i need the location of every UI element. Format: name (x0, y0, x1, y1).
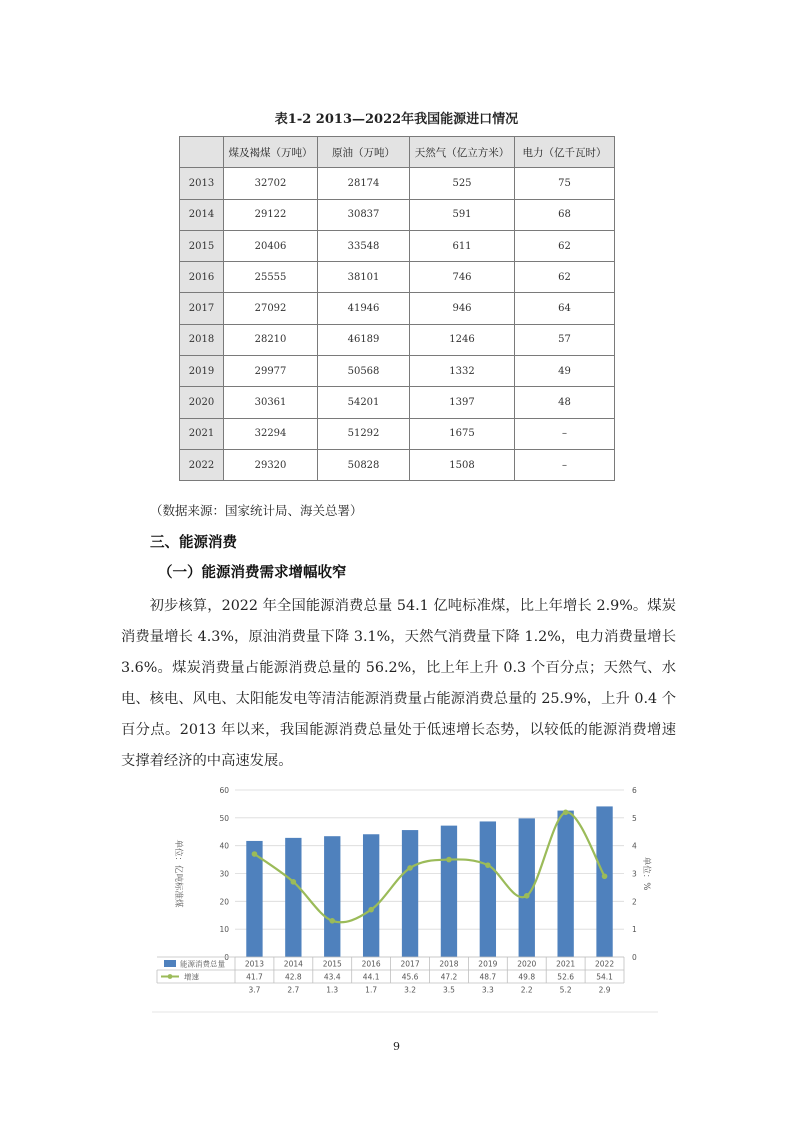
value-cell: 51292 (318, 418, 410, 449)
value-cell: 32702 (224, 168, 318, 199)
section-subheading: （一）能源消费需求增幅收窄 (158, 565, 347, 581)
table-row (180, 449, 615, 480)
data-label: 45.6 (401, 972, 419, 982)
value-cell: 30361 (224, 387, 318, 418)
bar (402, 830, 418, 957)
y2-tick-label: 1 (632, 925, 637, 935)
y-axis-title: 单位：亿吨标准煤 (173, 839, 183, 908)
value-cell: 32294 (224, 418, 318, 449)
energy-consumption-chart (152, 778, 658, 1014)
data-label: 52.6 (557, 972, 575, 982)
value-cell: 75 (515, 168, 615, 199)
header-cell (180, 137, 224, 168)
data-label: 2.9 (598, 985, 611, 995)
value-cell: 1246 (410, 324, 515, 355)
data-label: 54.1 (596, 972, 613, 982)
table-row (180, 387, 615, 418)
table-row (180, 356, 615, 387)
value-cell: 41946 (318, 293, 410, 324)
y-tick-label: 0 (224, 953, 229, 962)
value-cell: 50828 (318, 449, 410, 480)
growth-rate-point (368, 907, 374, 913)
legend-label: 增速 (184, 972, 199, 982)
bar (441, 826, 457, 957)
table-header-row (180, 137, 615, 168)
growth-rate-point (602, 873, 608, 879)
x-tick-label: 2013 (244, 959, 264, 969)
table-title: 表1-2 2013—2022年我国能源进口情况 (274, 112, 519, 127)
growth-rate-point (485, 862, 491, 868)
value-cell: 48 (515, 387, 615, 418)
value-cell: 1508 (410, 449, 515, 480)
x-tick-label: 2019 (478, 959, 498, 969)
data-label: 44.1 (362, 972, 380, 982)
body-paragraph: 初步核算，2022 年全国能源消费总量 54.1 亿吨标准煤，比上年增长 2.9%。煤炭消费量增长 4.3%，原油消费量下降 3.1%，天然气消费量下降 1.2%，电力消费量增长 3.6%。煤炭消费量占能源消费总量的 56.2%，比上年上升 0.3 个百分点；天然气、水电、核电、风电、太阳能发电等清洁能源消费量占能源消费总量的 25.9%，上升 0.4 个百分点。2013 年以来，我国能源消费总量处于低速增长态势，以较低的能源消费增速支撑着经济的中高速发展。 (121, 598, 676, 769)
y-tick-label: 50 (219, 813, 229, 823)
year-cell: 2014 (180, 199, 224, 230)
year-cell: 2013 (180, 168, 224, 199)
table-row (180, 324, 615, 355)
value-cell: 62 (515, 230, 615, 261)
bar (596, 806, 612, 957)
value-cell: 49 (515, 356, 615, 387)
table-row (180, 168, 615, 199)
value-cell: 28210 (224, 324, 318, 355)
value-cell: 27092 (224, 293, 318, 324)
data-label: 42.8 (284, 972, 302, 982)
header-cell: 煤及褐煤（万吨） (224, 137, 318, 168)
value-cell: 46189 (318, 324, 410, 355)
bar (324, 836, 340, 957)
header-cell: 电力（亿千瓦时） (515, 137, 615, 168)
data-label: 2.2 (520, 985, 533, 995)
value-cell: 68 (515, 199, 615, 230)
growth-rate-point (563, 809, 569, 815)
year-cell: 2017 (180, 293, 224, 324)
value-cell: 611 (410, 230, 515, 261)
value-cell: 57 (515, 324, 615, 355)
value-cell: 29977 (224, 356, 318, 387)
y2-tick-label: 0 (632, 953, 637, 962)
data-label: 48.7 (479, 972, 497, 982)
y2-tick-label: 4 (632, 841, 637, 851)
data-label: 5.2 (559, 985, 572, 995)
data-label: 41.7 (246, 972, 263, 982)
data-label: 3.3 (481, 985, 494, 995)
value-cell: 20406 (224, 230, 318, 261)
value-cell: 33548 (318, 230, 410, 261)
year-cell: 2018 (180, 324, 224, 355)
data-label: 3.2 (404, 985, 417, 995)
header-cell: 天然气（亿立方米） (410, 137, 515, 168)
y2-tick-label: 3 (632, 869, 637, 879)
growth-rate-point (329, 918, 335, 924)
value-cell: 30837 (318, 199, 410, 230)
energy-import-table (179, 136, 615, 481)
value-cell: 28174 (318, 168, 410, 199)
value-cell: 54201 (318, 387, 410, 418)
value-cell: 1332 (410, 356, 515, 387)
data-label: 47.2 (440, 972, 458, 982)
bar (363, 834, 379, 957)
year-cell: 2015 (180, 230, 224, 261)
y2-tick-label: 6 (632, 786, 637, 795)
value-cell: 50568 (318, 356, 410, 387)
year-cell: 2016 (180, 262, 224, 293)
section-heading: 三、能源消费 (150, 535, 237, 551)
value-cell: 946 (410, 293, 515, 324)
data-source-note: （数据来源：国家统计局、海关总署） (150, 503, 363, 518)
x-tick-label: 2021 (556, 959, 576, 969)
value-cell: 25555 (224, 262, 318, 293)
year-cell: 2019 (180, 356, 224, 387)
y2-tick-label: 5 (632, 813, 637, 823)
growth-rate-point (291, 879, 297, 885)
value-cell: 38101 (318, 262, 410, 293)
value-cell: – (515, 418, 615, 449)
value-cell: 62 (515, 262, 615, 293)
legend-swatch-bar (164, 960, 176, 967)
growth-rate-point (446, 857, 452, 863)
data-label: 1.3 (326, 985, 339, 995)
data-label: 3.5 (442, 985, 455, 995)
legend-swatch-marker (168, 974, 173, 979)
data-label: 3.7 (248, 985, 261, 995)
y2-axis-title: 单位：% (641, 856, 651, 891)
table-row (180, 418, 615, 449)
y-tick-label: 10 (219, 925, 229, 935)
data-label: 49.8 (518, 972, 536, 982)
y-tick-label: 60 (219, 786, 229, 795)
data-label: 2.7 (287, 985, 300, 995)
value-cell: 746 (410, 262, 515, 293)
table-row (180, 293, 615, 324)
value-cell: 525 (410, 168, 515, 199)
table-row (180, 230, 615, 261)
bar (285, 838, 301, 957)
bar (557, 811, 573, 957)
value-cell: 591 (410, 199, 515, 230)
x-tick-label: 2017 (400, 959, 420, 969)
x-tick-label: 2016 (361, 959, 381, 969)
data-label: 1.7 (365, 985, 378, 995)
y-tick-label: 40 (219, 841, 229, 851)
x-tick-label: 2020 (517, 959, 537, 969)
value-cell: 1397 (410, 387, 515, 418)
growth-rate-point (407, 865, 413, 871)
y-tick-label: 20 (219, 897, 229, 907)
bar (480, 821, 496, 957)
growth-rate-point (524, 893, 530, 899)
y-tick-label: 30 (219, 869, 229, 879)
x-tick-label: 2014 (283, 959, 303, 969)
table-row (180, 199, 615, 230)
value-cell: 29320 (224, 449, 318, 480)
year-cell: 2021 (180, 418, 224, 449)
value-cell: 1675 (410, 418, 515, 449)
page-number: 9 (393, 1040, 400, 1053)
header-cell: 原油（万吨） (318, 137, 410, 168)
value-cell: 29122 (224, 199, 318, 230)
value-cell: – (515, 449, 615, 480)
table-row (180, 262, 615, 293)
y2-tick-label: 2 (632, 897, 637, 907)
growth-rate-point (252, 851, 258, 857)
year-cell: 2020 (180, 387, 224, 418)
legend-label: 能源消费总量 (180, 959, 225, 969)
x-tick-label: 2018 (439, 959, 459, 969)
data-label: 43.4 (323, 972, 341, 982)
value-cell: 64 (515, 293, 615, 324)
x-tick-label: 2022 (595, 959, 615, 969)
x-tick-label: 2015 (322, 959, 342, 969)
year-cell: 2022 (180, 449, 224, 480)
